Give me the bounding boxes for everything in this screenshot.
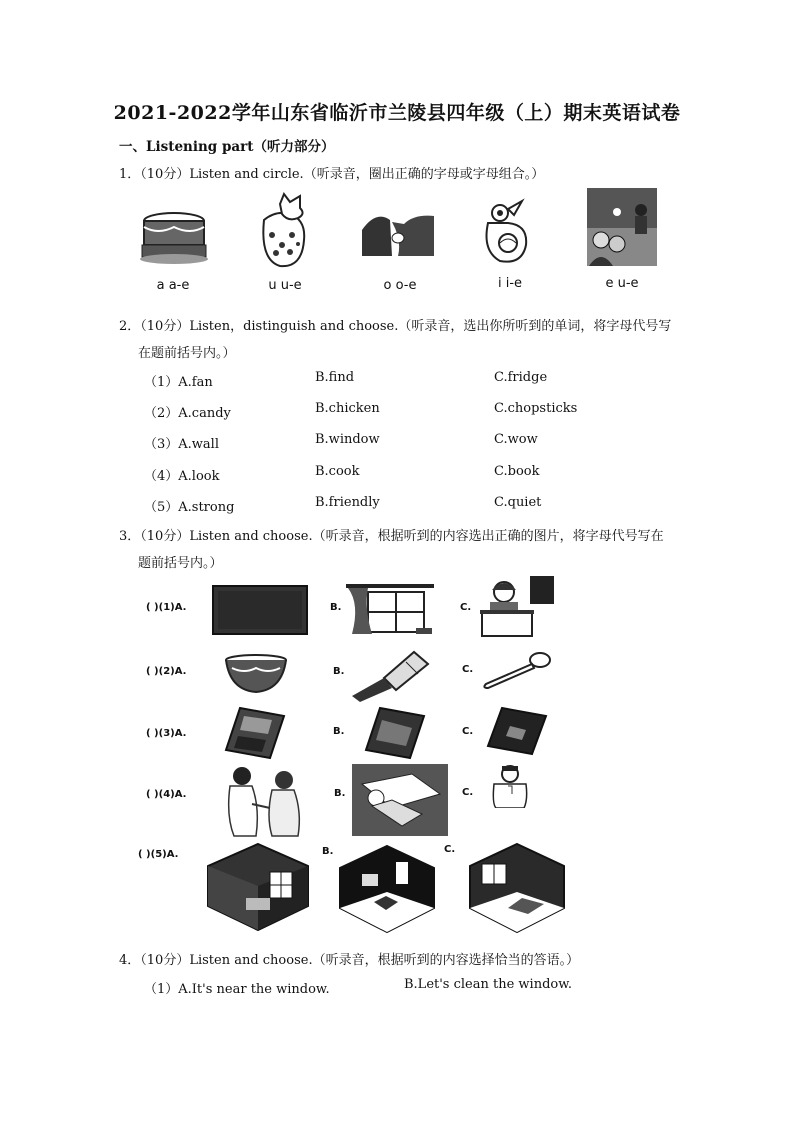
- knife-image: [348, 648, 430, 702]
- q3-row1-num: ( )(1)A.: [146, 602, 187, 613]
- q1-label-5: e u-e: [605, 276, 639, 291]
- q3-row1-b: B.: [330, 602, 342, 613]
- bird-icon: [478, 195, 538, 267]
- book-b-image: [364, 706, 426, 760]
- q2-option-2c: C.chopsticks: [494, 401, 578, 416]
- kids-football-icon: [587, 188, 657, 266]
- question-2-line2: 在题前括号内。）: [138, 346, 236, 361]
- bowl-image: [224, 654, 288, 694]
- q2-option-4c: C.book: [494, 464, 540, 479]
- q2-option-5b: B.friendly: [315, 495, 380, 510]
- teacher-desk-image: [476, 576, 556, 638]
- room-b-image: [338, 844, 436, 934]
- q3-row3-c: C.: [462, 726, 474, 737]
- q2-option-1c: C.fridge: [494, 370, 548, 385]
- q3-row5-num: ( )(5)A.: [138, 849, 179, 860]
- q3-row5-b: B.: [322, 846, 334, 857]
- q3-row2-num: ( )(2)A.: [146, 666, 187, 677]
- doctor-image: [486, 764, 534, 808]
- q3-row2-c: C.: [462, 664, 474, 675]
- book-a-image: [224, 706, 286, 760]
- q2-option-3c: C.wow: [494, 432, 538, 447]
- q2-option-5c: C.quiet: [494, 495, 542, 510]
- q2-option-3a: （3）A.wall: [144, 437, 219, 452]
- page-title: 2021-2022学年山东省临沂市兰陵县四年级（上）期末英语试卷: [113, 102, 681, 124]
- q2-option-5a: （5）A.strong: [144, 500, 235, 515]
- q1-label-4: i i-e: [497, 276, 523, 291]
- q3-row4-b: B.: [334, 788, 346, 799]
- q3-row1-c: C.: [460, 602, 472, 613]
- cat-icon: [250, 190, 312, 270]
- people-talking-image: [212, 764, 308, 838]
- cake-icon: [138, 205, 210, 267]
- q2-option-3b: B.window: [315, 432, 380, 447]
- q3-row3-b: B.: [333, 726, 345, 737]
- q4-option-1a: （1）A.It's near the window.: [144, 982, 330, 997]
- q2-option-4b: B.cook: [315, 464, 360, 479]
- q4-option-1b: B.Let's clean the window.: [404, 977, 572, 992]
- book-c-image: [486, 706, 548, 756]
- q2-option-1b: B.find: [315, 370, 355, 385]
- q3-row4-c: C.: [462, 787, 474, 798]
- section-heading: 一、Listening part（听力部分）: [119, 139, 335, 155]
- q2-option-4a: （4）A.look: [144, 469, 220, 484]
- question-1-text: 1．（10分）Listen and circle.（听录音，圈出正确的字母或字母组合。）: [119, 167, 545, 182]
- q2-option-1a: （1）A.fan: [144, 375, 213, 390]
- q2-option-2b: B.chicken: [315, 401, 380, 416]
- q3-row4-num: ( )(4)A.: [146, 789, 187, 800]
- window-image: [346, 584, 434, 636]
- boy-reading-image: [352, 764, 448, 836]
- q1-label-1: a a-e: [156, 278, 190, 293]
- question-3-line2: 题前括号内。）: [138, 556, 223, 571]
- q1-label-2: u u-e: [268, 278, 302, 293]
- q3-row5-c: C.: [444, 844, 456, 855]
- question-2-line1: 2．（10分）Listen，distinguish and choose.（听录音，选出你所听到的单词，将字母代号写: [119, 319, 672, 334]
- q3-row2-b: B.: [333, 666, 345, 677]
- q1-label-3: o o-e: [383, 278, 417, 293]
- room-c-image: [468, 842, 566, 934]
- question-4-text: 4．（10分）Listen and choose.（听录音，根据听到的内容选择恰当的答语。）: [119, 953, 580, 968]
- question-3-line1: 3．（10分）Listen and choose.（听录音，根据听到的内容选出正确的图片，将字母代号写在: [119, 529, 664, 544]
- q3-row3-num: ( )(3)A.: [146, 728, 187, 739]
- spoon-image: [480, 648, 554, 692]
- blackboard-image: [212, 585, 308, 635]
- nose-icon: [362, 210, 434, 256]
- room-a-image: [206, 842, 310, 932]
- q2-option-2a: （2）A.candy: [144, 406, 231, 421]
